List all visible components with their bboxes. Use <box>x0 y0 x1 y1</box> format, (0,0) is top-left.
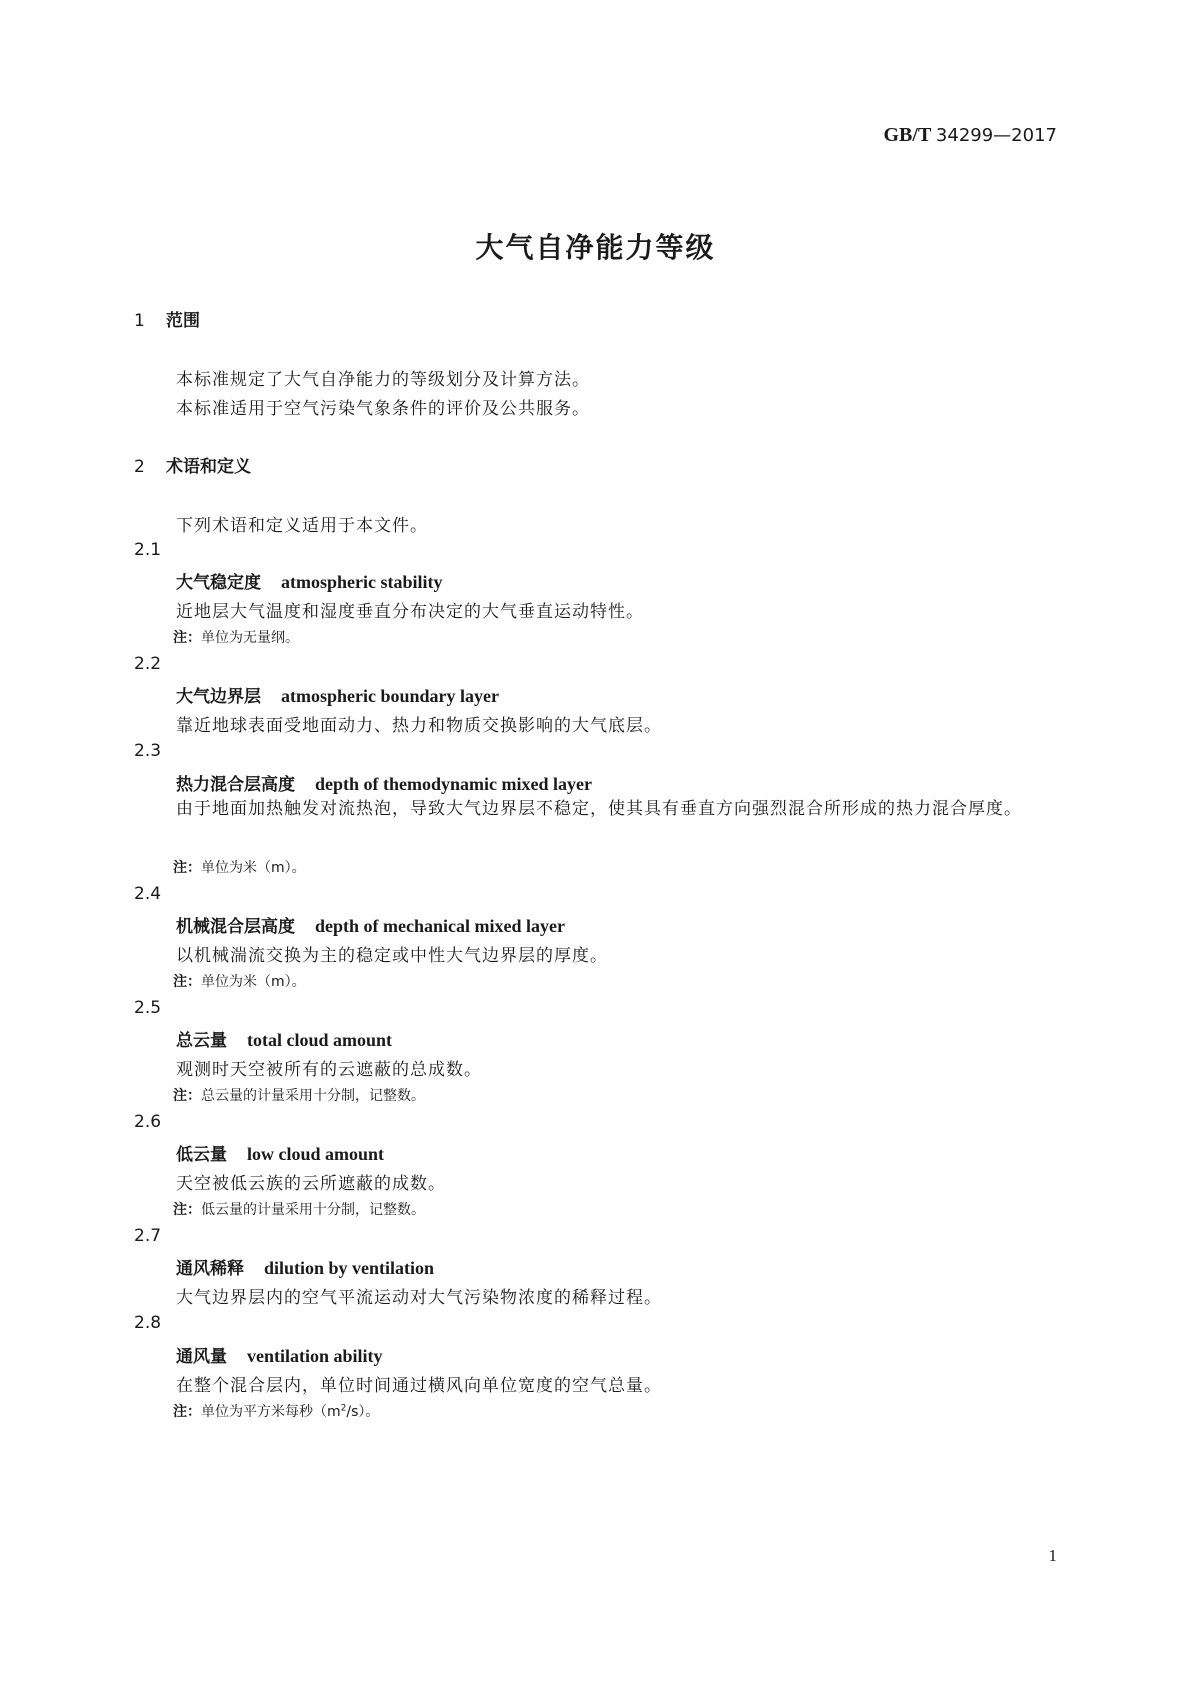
note-text: 低云量的计量采用十分制，记整数。 <box>201 1202 425 1218</box>
standard-code-prefix: GB/T <box>883 124 931 146</box>
note-label: 注： <box>173 860 201 876</box>
standard-code-number: 34299—2017 <box>935 125 1057 146</box>
term-number: 2.3 <box>134 741 162 761</box>
term-title <box>176 1342 383 1367</box>
term-title <box>176 1026 392 1051</box>
term-note <box>173 857 306 877</box>
term-en: atmospheric stability <box>281 572 443 592</box>
scope-paragraph-2: 本标准适用于空气污染气象条件的评价及公共服务。 <box>176 399 590 419</box>
term-definition: 观测时天空被所有的云遮蔽的总成数。 <box>176 1060 482 1080</box>
section-heading-terms <box>134 452 251 477</box>
term-definition: 由于地面加热触发对流热泡，导致大气边界层不稳定，使其具有垂直方向强烈混合所形成的热力混合厚度。 <box>176 799 1022 819</box>
term-title <box>176 770 592 795</box>
note-label: 注： <box>173 1088 201 1104</box>
term-title <box>176 1140 384 1165</box>
note-label: 注： <box>173 630 201 646</box>
standard-code <box>883 124 1057 147</box>
term-definition: 近地层大气温度和湿度垂直分布决定的大气垂直运动特性。 <box>176 602 644 622</box>
term-number: 2.4 <box>134 884 162 904</box>
section-number: 2 <box>134 457 145 477</box>
term-number: 2.7 <box>134 1226 162 1246</box>
term-note <box>173 1085 425 1105</box>
term-definition: 以机械湍流交换为主的稳定或中性大气边界层的厚度。 <box>176 946 608 966</box>
term-definition: 天空被低云族的云所遮蔽的成数。 <box>176 1174 446 1194</box>
note-label: 注： <box>173 1404 201 1420</box>
term-en: total cloud amount <box>247 1030 393 1050</box>
section-number: 1 <box>134 311 145 331</box>
note-text-pre: 单位为平方米每秒（m <box>201 1404 341 1420</box>
note-text-post: /s）。 <box>346 1404 380 1420</box>
section-title: 范围 <box>166 311 200 331</box>
term-note <box>173 627 299 647</box>
term-number: 2.2 <box>134 654 162 674</box>
term-note <box>173 1401 379 1421</box>
term-title <box>176 568 443 593</box>
term-zh: 低云量 <box>176 1145 227 1165</box>
page-number: 1 <box>1048 1546 1057 1565</box>
term-note <box>173 971 306 991</box>
term-number: 2.8 <box>134 1313 162 1333</box>
term-zh: 机械混合层高度 <box>176 917 295 937</box>
section-heading-scope <box>134 306 200 331</box>
note-text: 单位为米（m）。 <box>201 974 306 990</box>
note-label: 注： <box>173 1202 201 1218</box>
term-zh: 通风稀释 <box>176 1259 244 1279</box>
document-title: 大气自净能力等级 <box>475 231 716 264</box>
term-zh: 通风量 <box>176 1347 227 1367</box>
term-en: low cloud amount <box>247 1144 385 1164</box>
note-text: 单位为米（m）。 <box>201 860 306 876</box>
note-text: 总云量的计量采用十分制，记整数。 <box>201 1088 425 1104</box>
term-number: 2.6 <box>134 1112 162 1132</box>
term-zh: 总云量 <box>176 1031 227 1051</box>
term-note <box>173 1199 425 1219</box>
term-definition: 在整个混合层内，单位时间通过横风向单位宽度的空气总量。 <box>176 1376 662 1396</box>
note-label: 注： <box>173 974 201 990</box>
section-title: 术语和定义 <box>166 457 251 477</box>
term-zh: 大气稳定度 <box>176 573 261 593</box>
note-text: 单位为无量纲。 <box>201 630 299 646</box>
term-zh: 热力混合层高度 <box>176 775 295 795</box>
note-superscript: 2 <box>340 1403 347 1414</box>
term-en: depth of themodynamic mixed layer <box>315 774 592 794</box>
term-en: dilution by ventilation <box>264 1258 435 1278</box>
scope-paragraph-1: 本标准规定了大气自净能力的等级划分及计算方法。 <box>176 370 590 390</box>
term-title <box>176 1254 434 1279</box>
terms-intro: 下列术语和定义适用于本文件。 <box>176 516 428 536</box>
term-en: ventilation ability <box>247 1346 383 1366</box>
term-title <box>176 912 565 937</box>
term-definition: 靠近地球表面受地面动力、热力和物质交换影响的大气底层。 <box>176 716 662 736</box>
term-number: 2.1 <box>134 540 162 560</box>
term-zh: 大气边界层 <box>176 687 261 707</box>
term-definition: 大气边界层内的空气平流运动对大气污染物浓度的稀释过程。 <box>176 1288 662 1308</box>
term-number: 2.5 <box>134 998 162 1018</box>
term-en: atmospheric boundary layer <box>281 686 499 706</box>
term-title <box>176 682 499 707</box>
term-en: depth of mechanical mixed layer <box>315 916 565 936</box>
